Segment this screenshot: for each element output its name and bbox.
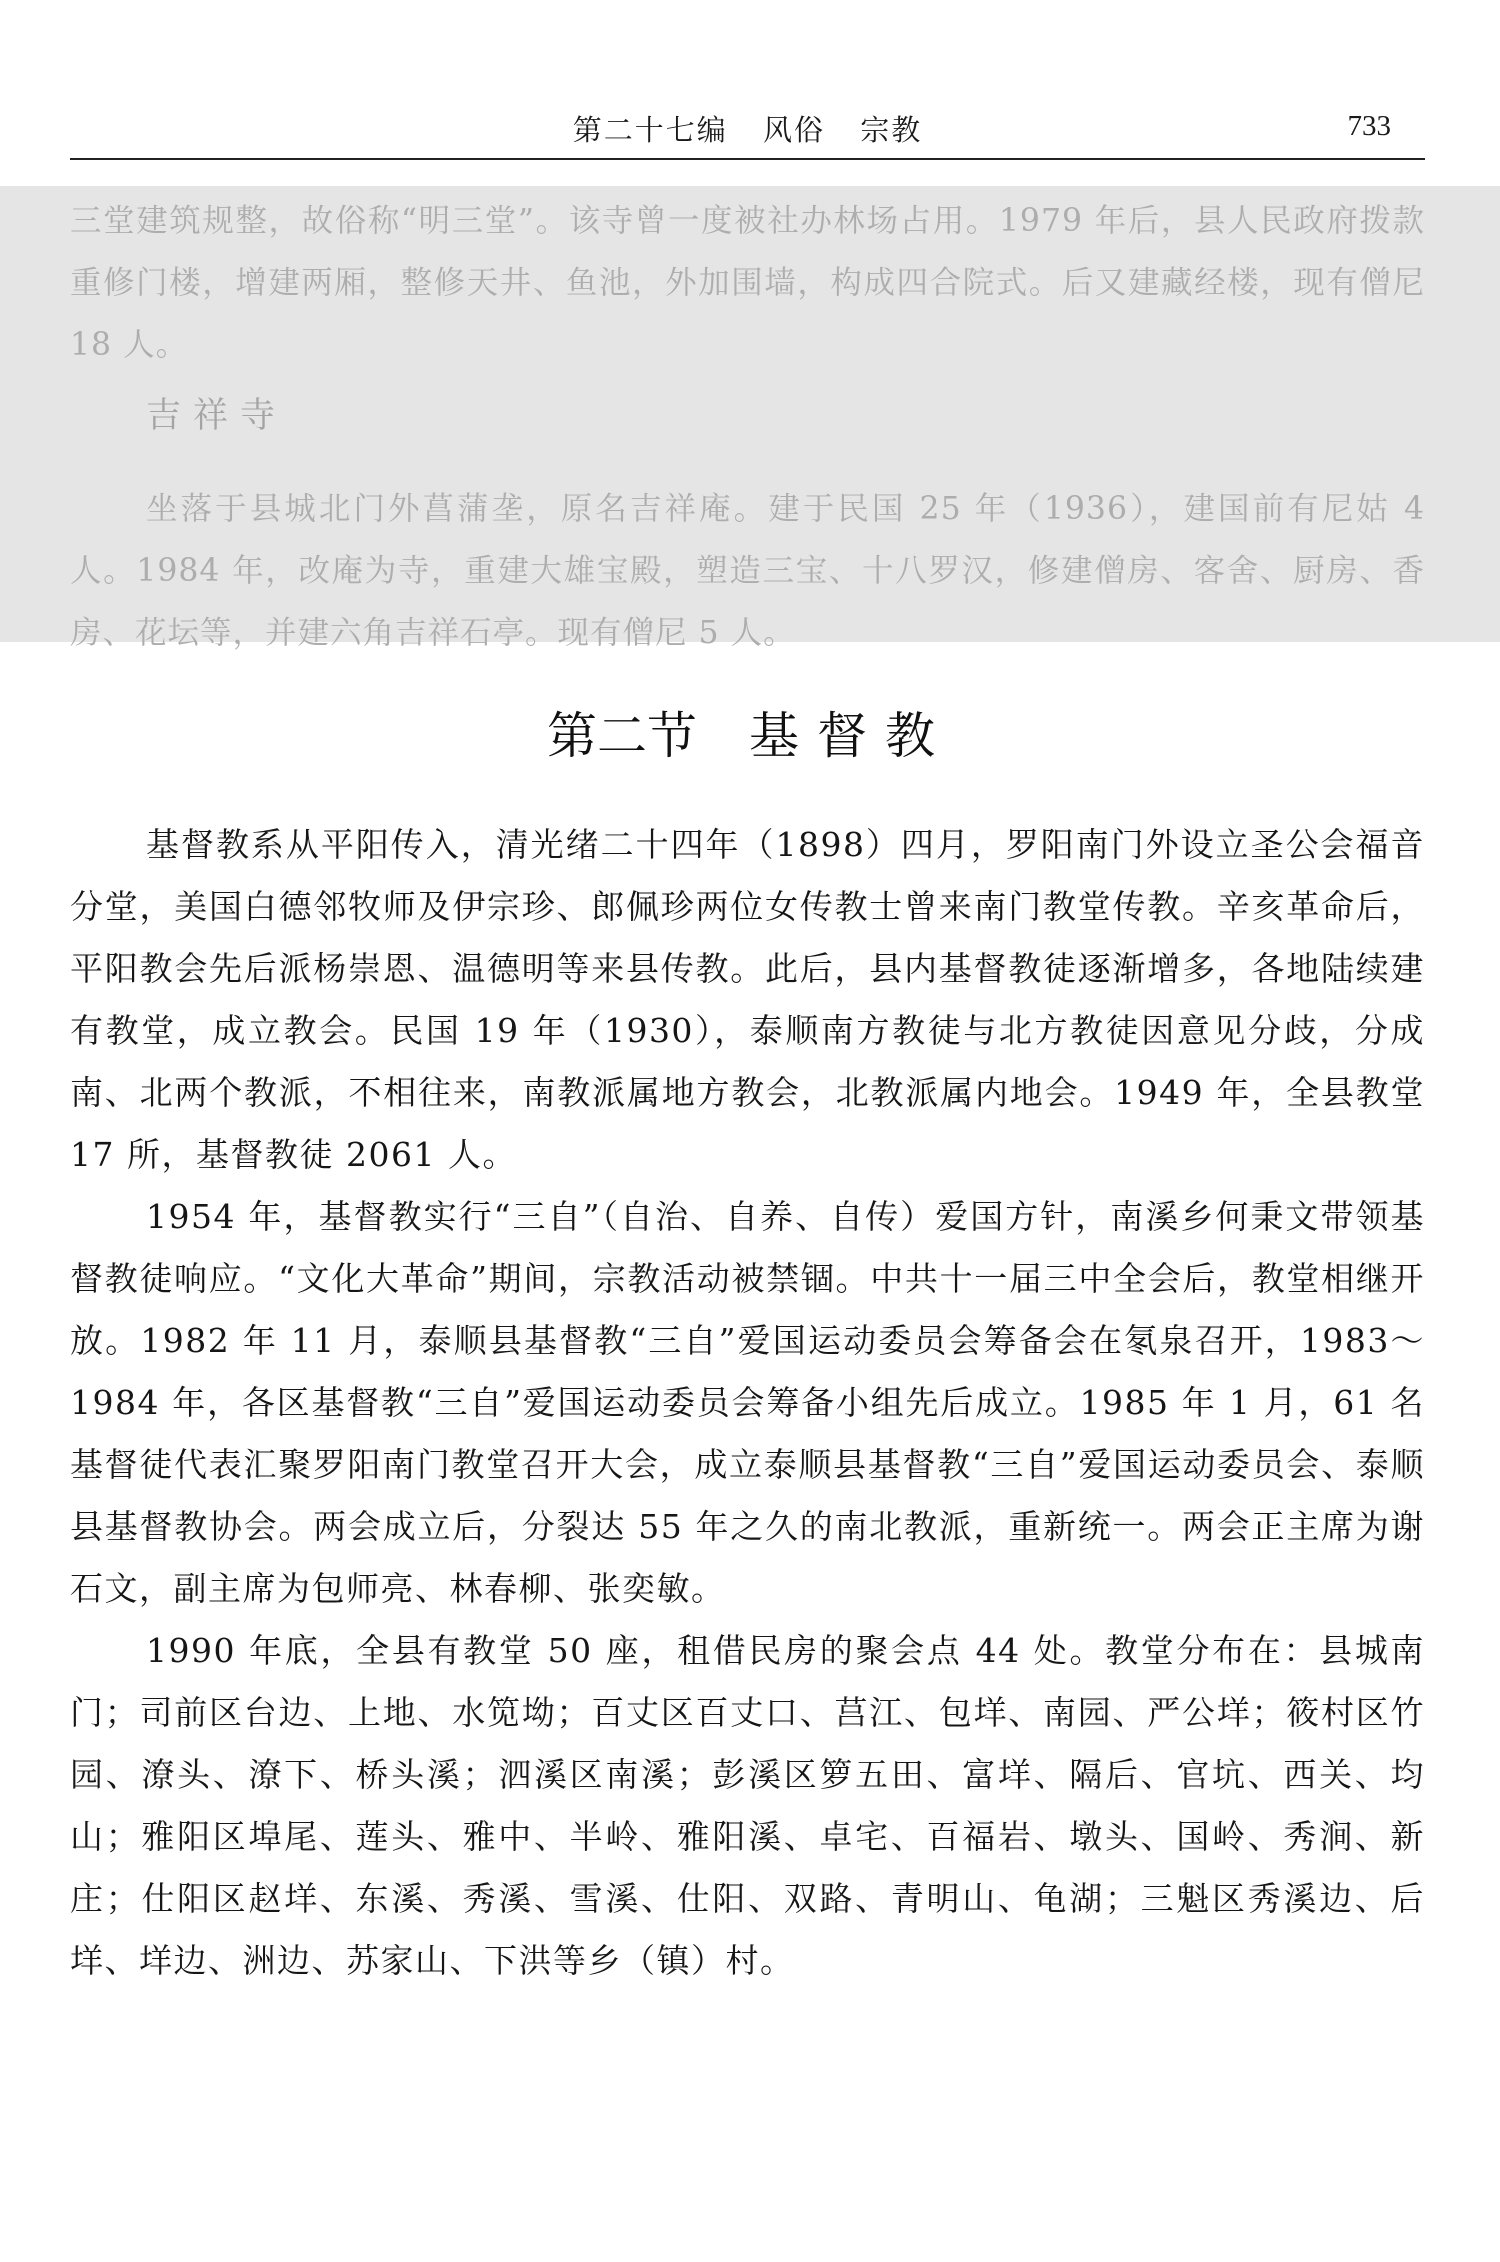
- body-text: [70, 814, 1425, 1992]
- section-title: [0, 696, 1500, 768]
- header-divider: [70, 158, 1425, 160]
- section-name: 基督教: [749, 707, 953, 765]
- previous-section-paragraph-2: 坐落于县城北门外菖蒲垄，原名吉祥庵。建于民国 25 年（1936），建国前有尼姑 4 人。1984 年，改庵为寺，重建大雄宝殿，塑造三宝、十八罗汉，修建僧房、客舍、厨房、香房、花坛等，并建六角吉祥石亭。现有僧尼 5 人。: [70, 491, 1425, 651]
- body-paragraph-2: 1954 年，基督教实行“三自”（自治、自养、自传）爱国方针，南溪乡何秉文带领基督教徒响应。“文化大革命”期间，宗教活动被禁锢。中共十一届三中全会后，教堂相继开放。1982 年 11 月，泰顺县基督教“三自”爱国运动委员会筹备会在氡泉召开，1983～1984 年，各区基督教“三自”爱国运动委员会筹备小组先后成立。1985 年 1 月，61 名基督徒代表汇聚罗阳南门教堂召开大会，成立泰顺县基督教“三自”爱国运动委员会、泰顺县基督教协会。两会成立后，分裂达 55 年之久的南北教派，重新统一。两会正主席为谢石文，副主席为包师亮、林春柳、张奕敏。: [70, 1197, 1425, 1608]
- running-header-title: 第二十七编 风俗 宗教: [572, 113, 923, 147]
- section-number: 第二节: [547, 707, 697, 765]
- previous-section-paragraph: 三堂建筑规整，故俗称“明三堂”。该寺曾一度被社办林场占用。1979 年后，县人民政府拨款重修门楼，增建两厢，整修天井、鱼池，外加围墙，构成四合院式。后又建藏经楼，现有僧尼 18 人。: [70, 203, 1425, 363]
- page-number: 733: [1347, 110, 1391, 142]
- body-paragraph-3: 1990 年底，全县有教堂 50 座，租借民房的聚会点 44 处。教堂分布在：县城南门；司前区台边、上地、水笕坳；百丈区百丈口、莒江、包垟、南园、严公垟；筱村区竹园、潦头、潦下、桥头溪；泗溪区南溪；彭溪区箩五田、富垟、隔后、官坑、西关、均山；雅阳区埠尾、莲头、雅中、半岭、雅阳溪、卓宅、百福岩、墩头、国岭、秀涧、新庄；仕阳区赵垟、东溪、秀溪、雪溪、仕阳、双路、青明山、龟湖；三魁区秀溪边、后垟、垟边、洲边、苏家山、下洪等乡（镇）村。: [70, 1631, 1425, 1980]
- running-header: [70, 100, 1425, 160]
- previous-section-heading: 吉祥寺: [146, 396, 288, 436]
- body-paragraph-1: 基督教系从平阳传入，清光绪二十四年（1898）四月，罗阳南门外设立圣公会福音分堂，美国白德邻牧师及伊宗珍、郎佩珍两位女传教士曾来南门教堂传教。辛亥革命后，平阳教会先后派杨崇恩、温德明等来县传教。此后，县内基督教徒逐渐增多，各地陆续建有教堂，成立教会。民国 19 年（1930），泰顺南方教徒与北方教徒因意见分歧，分成南、北两个教派，不相往来，南教派属地方教会，北教派属内地会。1949 年，全县教堂 17 所，基督教徒 2061 人。: [70, 825, 1425, 1174]
